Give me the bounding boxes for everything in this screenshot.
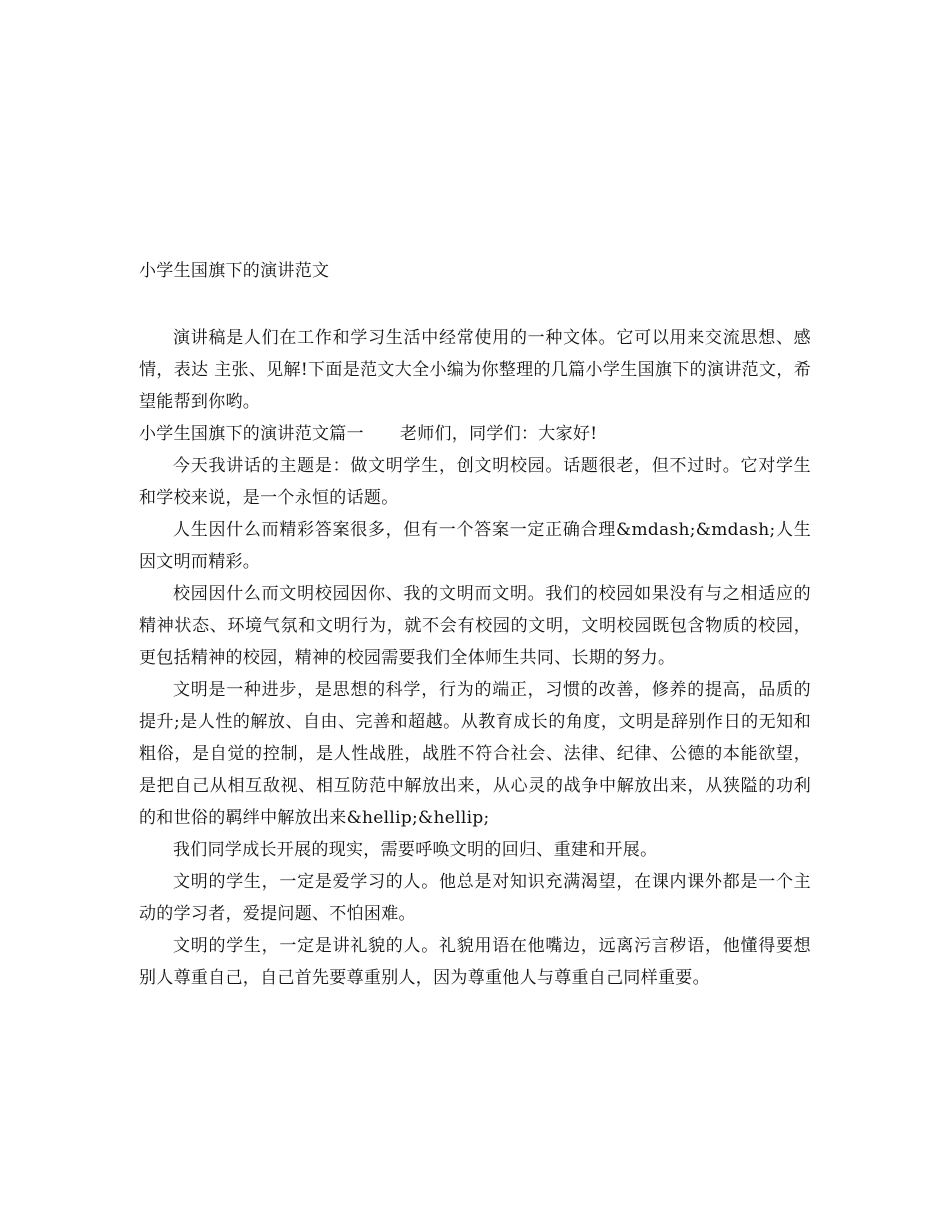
body-paragraph: 文明是一种进步，是思想的科学，行为的端正，习惯的改善，修养的提高，品质的提升;是人性的解放、自由、完善和超越。从教育成长的角度，文明是辞别作日的无知和粗俗，是自觉的控制，是人性战胜，战胜不符合社会、法律、纪律、公德的本能欲望，是把自己从相互敌视、相互防范中解放出来，从心灵的战争中解放出来，从狭隘的功利的和世俗的羁绊中解放出来&hellip;&hellip; (139, 680, 811, 828)
body-paragraph: 校园因什么而文明校园因你、我的文明而文明。我们的校园如果没有与之相适应的精神状态、环境气氛和文明行为，就不会有校园的文明，文明校园既包含物质的校园，更包括精神的校园，精神的校园需要我们全体师生共同、长期的努力。 (139, 584, 811, 668)
body-paragraph: 文明的学生，一定是爱学习的人。他总是对知识充满渴望，在课内课外都是一个主动的学习者，爱提问题、不怕困难。 (139, 872, 811, 924)
greeting: 老师们，同学们：大家好! (399, 424, 598, 444)
body-paragraph: 人生因什么而精彩答案很多，但有一个答案一定正确合理&mdash;&mdash;人生因文明而精彩。 (139, 520, 811, 572)
section-heading-line (139, 418, 811, 450)
intro-paragraph: 演讲稿是人们在工作和学习生活中经常使用的一种文体。它可以用来交流思想、感情，表达 主张、见解!下面是范文大全小编为你整理的几篇小学生国旗下的演讲范文，希望能帮到你哟。 (139, 328, 811, 412)
document-body (139, 255, 811, 994)
body-paragraph: 文明的学生，一定是讲礼貌的人。礼貌用语在他嘴边，远离污言秽语，他懂得要想别人尊重自己，自己首先要尊重别人，因为尊重他人与尊重自己同样重要。 (139, 936, 811, 988)
body-paragraph: 我们同学成长开展的现实，需要呼唤文明的回归、重建和开展。 (173, 840, 658, 860)
section-heading: 小学生国旗下的演讲范文篇一 (139, 424, 364, 444)
body-paragraph: 今天我讲话的主题是：做文明学生，创文明校园。话题很老，但不过时。它对学生和学校来说，是一个永恒的话题。 (139, 456, 811, 508)
document-title: 小学生国旗下的演讲范文 (139, 261, 330, 281)
